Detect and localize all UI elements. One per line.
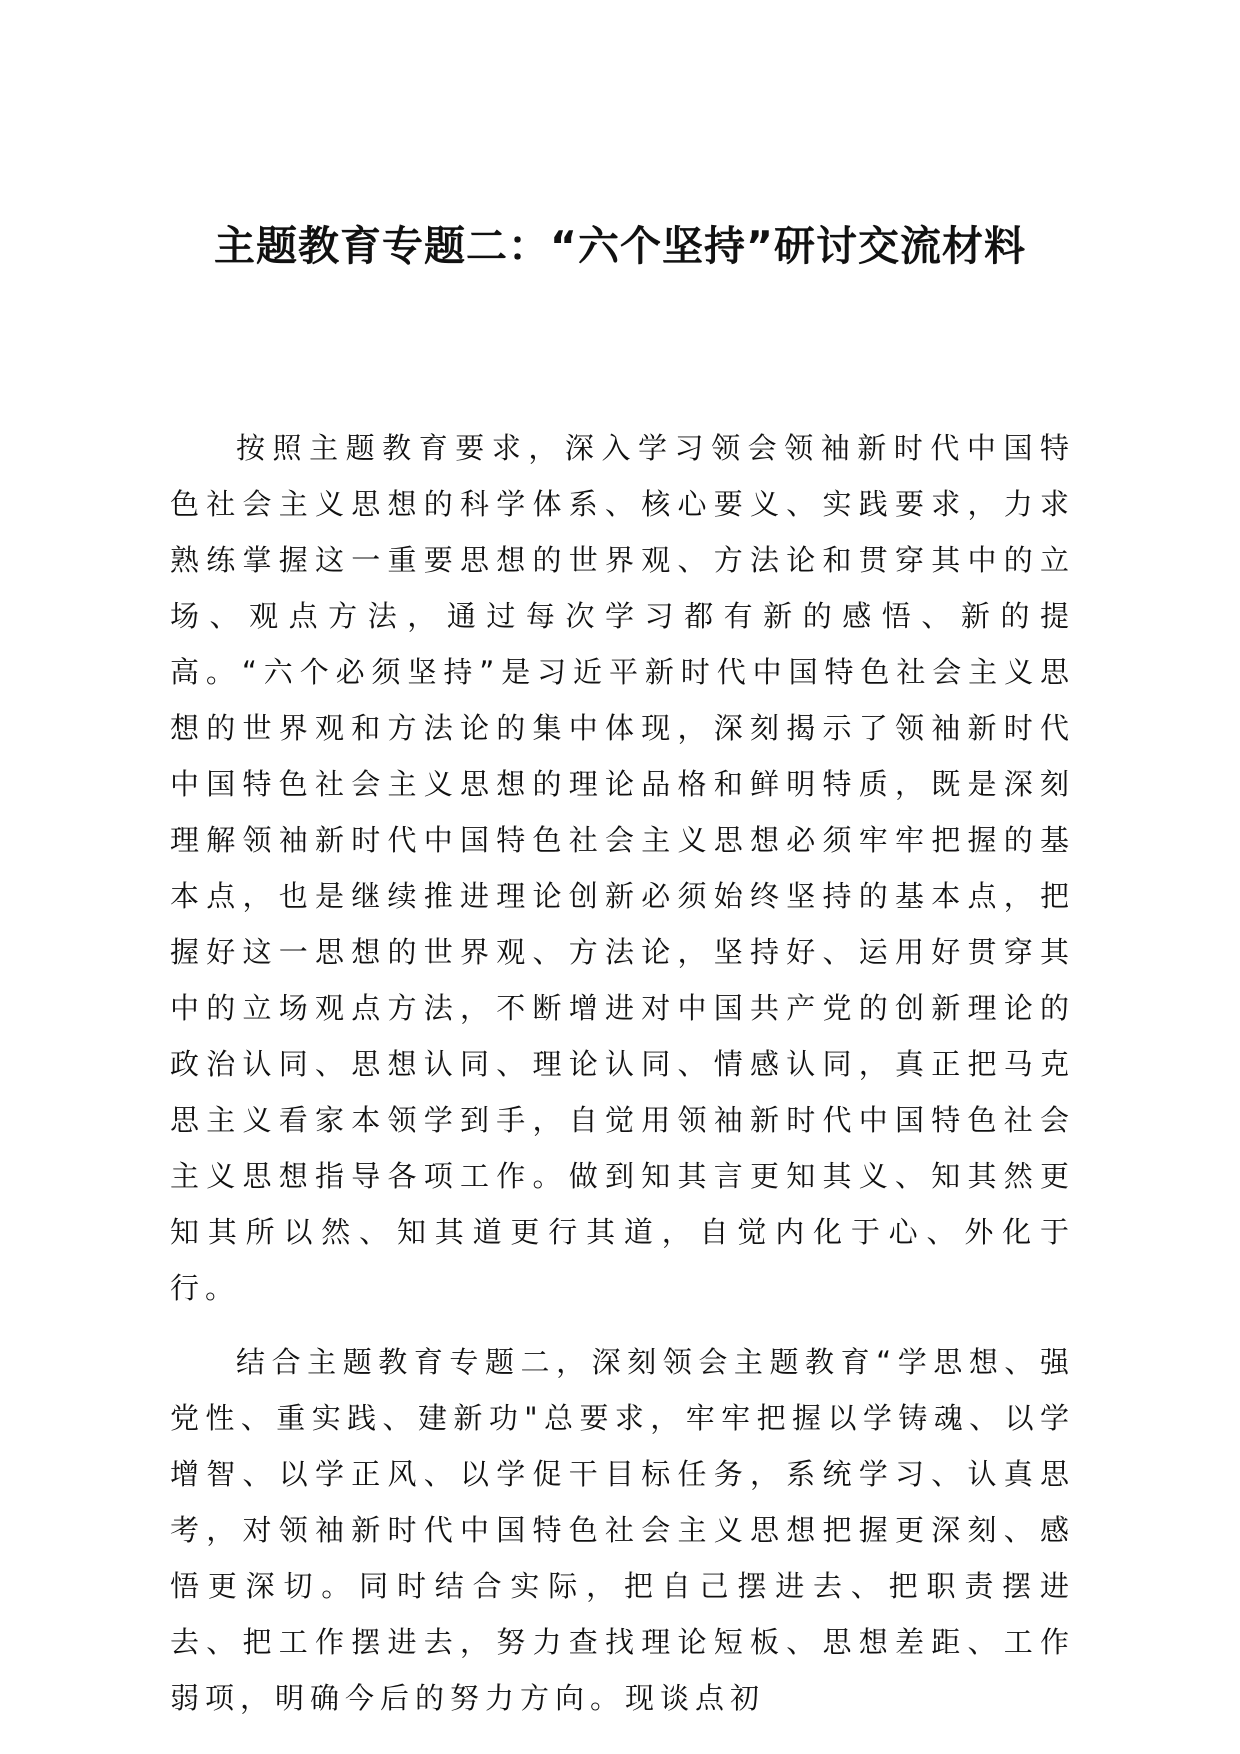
document-body	[170, 420, 1075, 1726]
paragraph-1: 按照主题教育要求，深入学习领会领袖新时代中国特色社会主义思想的科学体系、核心要义、实践要求，力求熟练掌握这一重要思想的世界观、方法论和贯穿其中的立场、观点方法，通过每次学习都有新的感悟、新的提高。“六个必须坚持”是习近平新时代中国特色社会主义思想的世界观和方法论的集中体现，深刻揭示了领袖新时代中国特色社会主义思想的理论品格和鲜明特质，既是深刻理解领袖新时代中国特色社会主义思想必须牢牢把握的基本点，也是继续推进理论创新必须始终坚持的基本点，把握好这一思想的世界观、方法论，坚持好、运用好贯穿其中的立场观点方法，不断增进对中国共产党的创新理论的政治认同、思想认同、理论认同、情感认同，真正把马克思主义看家本领学到手，自觉用领袖新时代中国特色社会主义思想指导各项工作。做到知其言更知其义、知其然更知其所以然、知其道更行其道，自觉内化于心、外化于行。	[170, 431, 1075, 1305]
paragraph-2: 结合主题教育专题二，深刻领会主题教育“学思想、强党性、重实践、建新功"总要求，牢牢把握以学铸魂、以学增智、以学正风、以学促干目标任务，系统学习、认真思考，对领袖新时代中国特色社会主义思想把握更深刻、感悟更深切。同时结合实际，把自己摆进去、把职责摆进去、把工作摆进去，努力查找理论短板、思想差距、工作弱项，明确今后的努力方向。现谈点初	[170, 1345, 1075, 1715]
document-title: 主题教育专题二：“六个坚持”研讨交流材料	[214, 222, 1026, 270]
